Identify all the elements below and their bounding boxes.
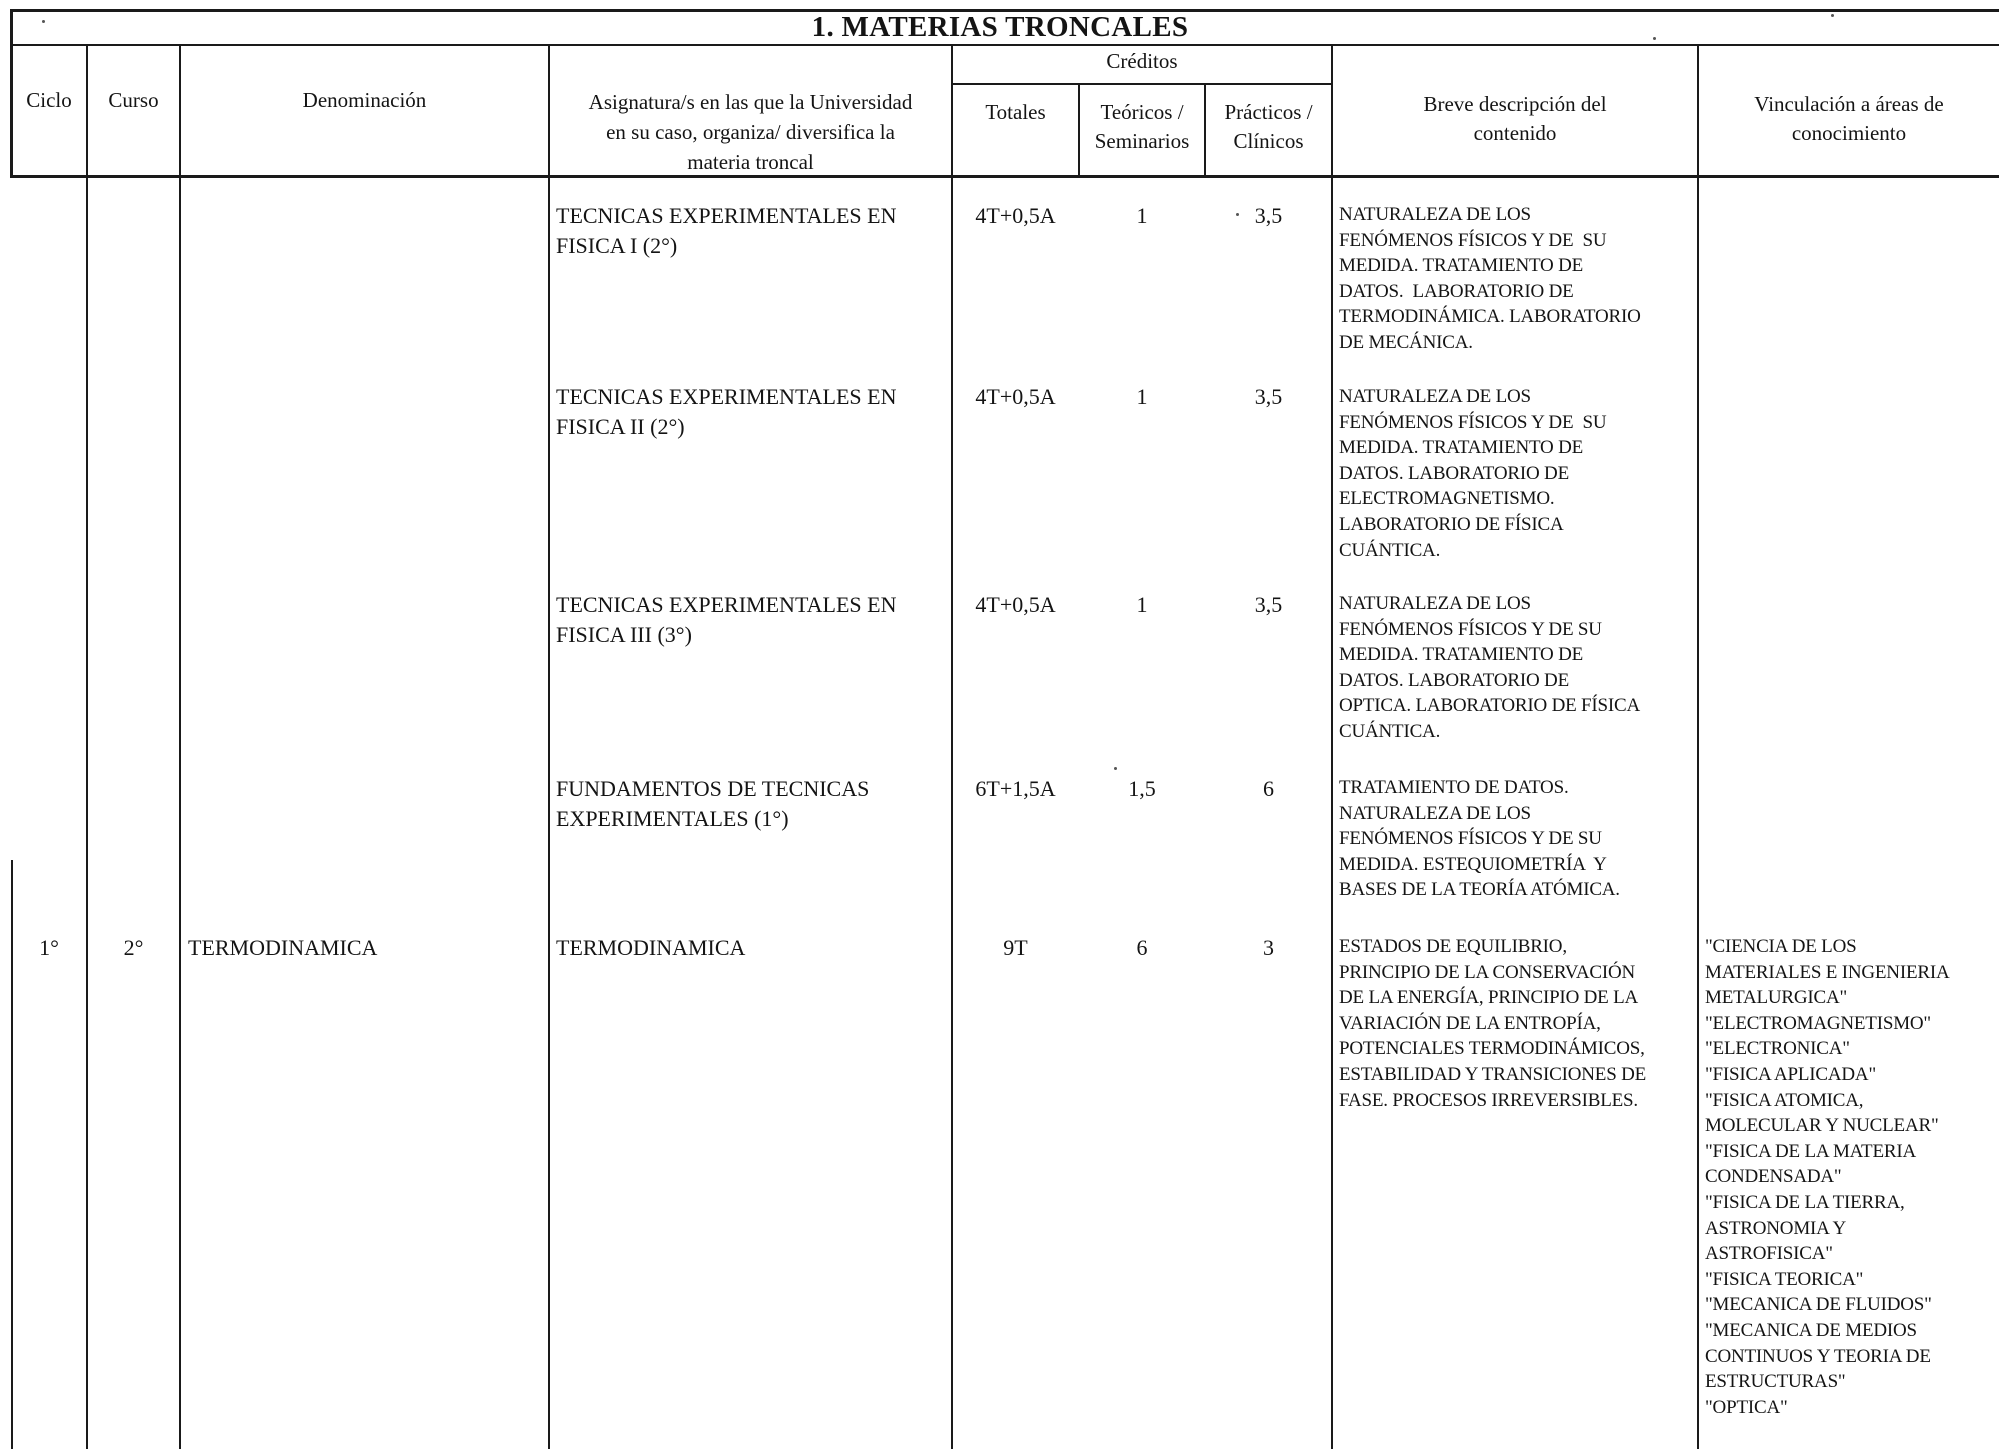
practicos-cell: 6 — [1263, 776, 1274, 801]
descripcion-cell: NATURALEZA DE LOS FENÓMENOS FÍSICOS Y DE SU MEDIDA. TRATAMIENTO DE DATOS. LABORATORIO DE ELECTROMAGNETISMO. LABORATORIO DE FÍSICA CUÁNTICA. — [1339, 386, 1607, 561]
header-descripcion: Breve descripción del contenido — [1423, 92, 1607, 145]
ciclo-cell: 1° — [39, 935, 59, 960]
teoricos-cell: 1 — [1136, 592, 1148, 617]
asignatura-cell: TECNICAS EXPERIMENTALES EN FISICA III (3°) — [556, 592, 897, 647]
header-teoricos: Teóricos / Seminarios — [1094, 100, 1190, 153]
curso-cell: 2° — [123, 935, 144, 960]
vinculacion-cell: "CIENCIA DE LOS MATERIALES E INGENIERIA METALURGICA" "ELECTROMAGNETISMO" "ELECTRONICA" "FISICA APLICADA" "FISICA ATOMICA, MOLECULAR Y NUCLEAR" "FISICA DE LA MATERIA CONDENSADA" "FISICA DE LA TIERRA, ASTRONOMIA Y ASTROFISICA" "FISICA TEORICA" "MECANICA DE FLUIDOS" "MECANICA DE MEDIOS CONTINUOS Y TEORIA DE ESTRUCTURAS" "OPTICA" — [1705, 936, 1950, 1418]
totales-cell: 9T — [1003, 935, 1028, 960]
scan-speck — [42, 20, 45, 23]
asignatura-cell: TECNICAS EXPERIMENTALES EN FISICA I (2°) — [556, 203, 897, 258]
header-totales: Totales — [985, 100, 1046, 124]
totales-cell: 4T+0,5A — [975, 203, 1056, 228]
header-ciclo: Ciclo — [26, 88, 72, 112]
asignatura-cell: TECNICAS EXPERIMENTALES EN FISICA II (2°) — [556, 384, 897, 439]
totales-cell: 6T+1,5A — [975, 776, 1056, 801]
header-bottom-rule — [10, 175, 1999, 178]
practicos-cell: 3,5 — [1254, 384, 1283, 409]
column-divider — [1697, 44, 1699, 1449]
descripcion-cell: TRATAMIENTO DE DATOS. NATURALEZA DE LOS FENÓMENOS FÍSICOS Y DE SU MEDIDA. ESTEQUIOMETRÍA Y BASES DE LA TEORÍA ATÓMICA. — [1339, 777, 1620, 901]
asignatura-cell: FUNDAMENTOS DE TECNICAS EXPERIMENTALES (1°) — [556, 776, 870, 831]
descripcion-cell: NATURALEZA DE LOS FENÓMENOS FÍSICOS Y DE SU MEDIDA. TRATAMIENTO DE DATOS. LABORATORIO DE TERMODINÁMICA. LABORATORIO DE MECÁNICA. — [1339, 204, 1641, 353]
title-bottom-rule — [10, 44, 1999, 46]
practicos-cell: 3,5 — [1254, 203, 1283, 228]
descripcion-cell: NATURALEZA DE LOS FENÓMENOS FÍSICOS Y DE SU MEDIDA. TRATAMIENTO DE DATOS. LABORATORIO DE OPTICA. LABORATORIO DE FÍSICA CUÁNTICA. — [1339, 593, 1641, 742]
teoricos-cell: 1 — [1136, 203, 1148, 228]
teoricos-cell: 1 — [1136, 384, 1148, 409]
scan-speck — [1653, 37, 1656, 40]
header-creditos: Créditos — [1106, 49, 1178, 73]
creditos-subheader-rule — [951, 83, 1332, 85]
header-curso: Curso — [108, 88, 159, 112]
teoricos-cell: 1,5 — [1128, 776, 1156, 801]
asignatura-cell: TERMODINAMICA — [556, 935, 746, 960]
column-divider — [86, 44, 88, 1449]
descripcion-cell: ESTADOS DE EQUILIBRIO, PRINCIPIO DE LA CONSERVACIÓN DE LA ENERGÍA, PRINCIPIO DE LA VARIACIÓN DE LA ENTROPÍA, POTENCIALES TERMODINÁMICOS, ESTABILIDAD Y TRANSICIONES DE FASE. PROCESOS IRREVERSIBLES. — [1339, 936, 1647, 1111]
practicos-cell: 3 — [1263, 935, 1274, 960]
scan-speck — [1114, 767, 1117, 770]
table-title: 1. MATERIAS TRONCALES — [811, 11, 1189, 43]
totales-cell: 4T+0,5A — [975, 384, 1056, 409]
denominacion-cell: TERMODINAMICA — [188, 935, 378, 960]
header-denominacion: Denominación — [302, 88, 427, 112]
column-divider — [1331, 44, 1333, 1449]
header-vinculacion: Vinculación a áreas de conocimiento — [1754, 92, 1944, 145]
column-divider — [179, 44, 181, 1449]
header-asignaturas: Asignatura/s en las que la Universidad en su caso, organiza/ diversifica la materia troncal — [588, 90, 913, 174]
teoricos-cell: 6 — [1136, 935, 1148, 960]
column-divider — [548, 44, 550, 1449]
header-practicos: Prácticos / Clínicos — [1224, 100, 1313, 153]
scan-speck — [1831, 14, 1834, 17]
practicos-cell: 3,5 — [1254, 592, 1283, 617]
column-divider — [951, 44, 953, 1449]
totales-cell: 4T+0,5A — [975, 592, 1056, 617]
